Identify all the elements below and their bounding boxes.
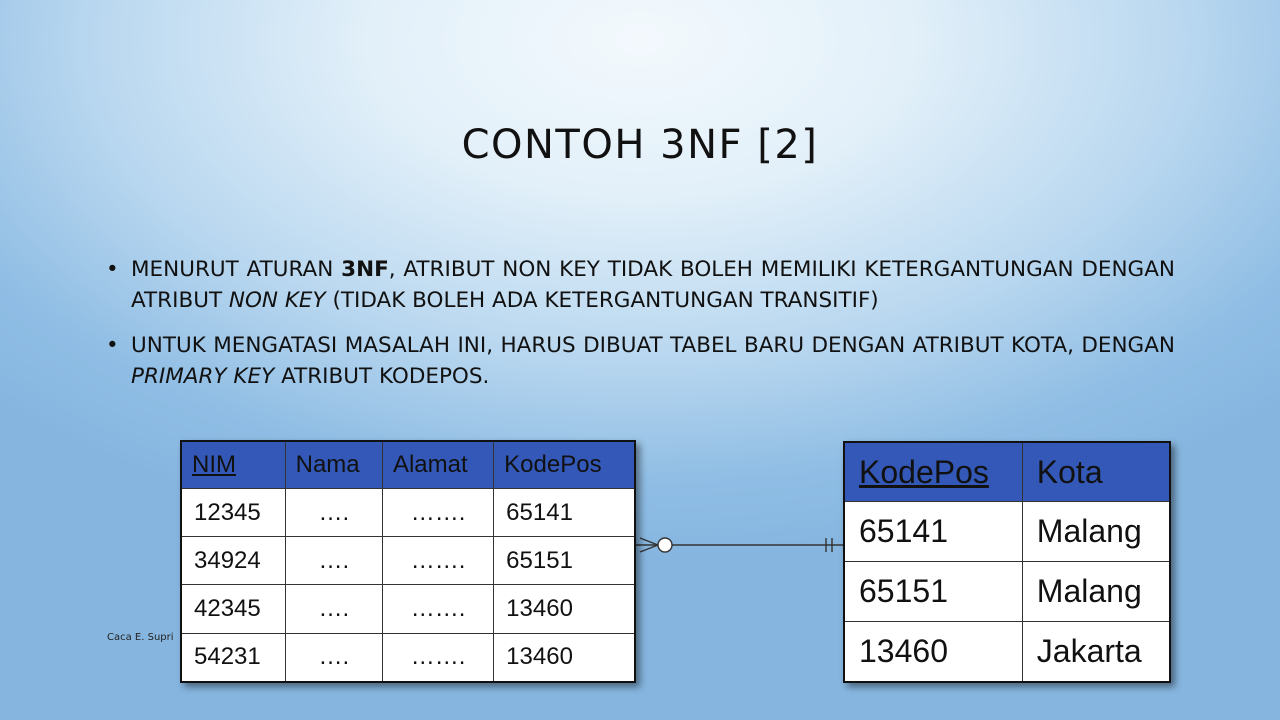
table-cell: 65151 — [844, 562, 1022, 622]
table-cell: …. — [285, 537, 382, 585]
table-cell: Malang — [1022, 562, 1170, 622]
column-header-kodepos: KodePos — [494, 441, 635, 489]
table-row — [844, 502, 1170, 562]
column-header-nim: NIM — [181, 441, 285, 489]
table-cell: Malang — [1022, 502, 1170, 562]
table-cell: 13460 — [494, 633, 635, 682]
table-cell: 13460 — [494, 585, 635, 633]
column-header-alamat: Alamat — [382, 441, 493, 489]
bullet-text-italic: PRIMARY KEY — [131, 364, 275, 389]
optional-circle-marker — [658, 538, 672, 552]
bullet-marker: • — [106, 333, 119, 358]
table-row — [844, 562, 1170, 622]
table-cell: ……. — [382, 585, 493, 633]
bullet-text: , ATRIBUT NON KEY TIDAK BOLEH MEMILIKI KETERGANTUNGAN DENGAN ATRIBUT — [131, 257, 1175, 313]
table-kodepos — [843, 441, 1171, 683]
table-cell: …. — [285, 633, 382, 682]
crowfoot-lower — [640, 545, 658, 552]
bullet-text-italic: NON KEY — [228, 288, 326, 313]
table-cell: 12345 — [181, 489, 285, 537]
bullet-text: ATRIBUT KODEPOS. — [274, 364, 490, 389]
table-cell: 65141 — [494, 489, 635, 537]
bullet-text: MENURUT ATURAN — [131, 257, 342, 282]
table-row — [181, 585, 635, 633]
table-cell: ……. — [382, 489, 493, 537]
column-header-kodepos: KodePos — [844, 442, 1022, 502]
table-row — [181, 537, 635, 585]
table-cell: 54231 — [181, 633, 285, 682]
bullet-marker: • — [106, 257, 119, 282]
crowfoot-upper — [640, 538, 658, 545]
table-header-row — [844, 442, 1170, 502]
table-cell: 65151 — [494, 537, 635, 585]
table-cell: ……. — [382, 633, 493, 682]
column-header-kota: Kota — [1022, 442, 1170, 502]
table-cell: …. — [285, 489, 382, 537]
table-mahasiswa — [180, 440, 636, 683]
footer-author: Caca E. Supri — [107, 632, 174, 643]
table-row — [181, 633, 635, 682]
table-cell: 34924 — [181, 537, 285, 585]
bullet-text: UNTUK MENGATASI MASALAH INI, HARUS DIBUAT TABEL BARU DENGAN ATRIBUT KOTA, DENGAN — [131, 333, 1175, 358]
slide-title: CONTOH 3NF [2] — [461, 122, 819, 168]
bullet-text: (TIDAK BOLEH ADA KETERGANTUNGAN TRANSITIF) — [325, 288, 879, 313]
table-row — [844, 622, 1170, 683]
table-cell: …. — [285, 585, 382, 633]
table-header-row — [181, 441, 635, 489]
table-cell: 42345 — [181, 585, 285, 633]
column-header-nama: Nama — [285, 441, 382, 489]
table-row — [181, 489, 635, 537]
table-cell: 65141 — [844, 502, 1022, 562]
bullet-text-bold: 3NF — [341, 257, 389, 282]
table-cell: Jakarta — [1022, 622, 1170, 683]
table-cell: 13460 — [844, 622, 1022, 683]
table-cell: ……. — [382, 537, 493, 585]
